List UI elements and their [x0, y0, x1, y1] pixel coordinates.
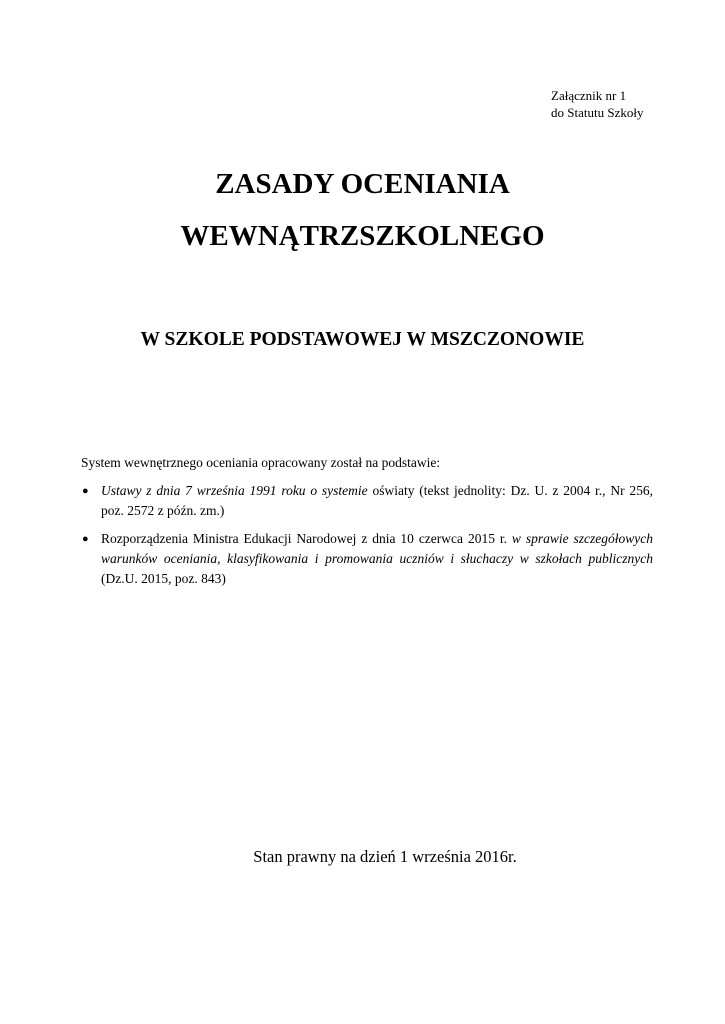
annex-line-1: Załącznik nr 1 [551, 88, 627, 103]
document-title-line-2: WEWNĄTRZSZKOLNEGO [180, 220, 545, 252]
act-title: Ustawy z dnia 7 września 1991 roku o systemie [101, 483, 368, 498]
annex-line-2: do Statutu Szkoły [551, 105, 644, 120]
legal-status-date: Stan prawny na dzień 1 września 2016r. [253, 847, 517, 866]
document-subtitle: W SZKOLE PODSTAWOWEJ W MSZCZONOWIE [140, 329, 585, 350]
regulation-reference: (Dz.U. 2015, poz. 843) [101, 571, 226, 586]
list-item [81, 529, 653, 589]
regulation-intro: Rozporządzenia Ministra Edukacji Narodowej z dnia 10 czerwca 2015 r. [101, 531, 512, 546]
regulation-title: w sprawie szczegółowych warunków oceniania, klasyfikowania i promowania uczniów i słuchaczy w szkołach publicznych [101, 531, 653, 566]
legal-bases-list [81, 481, 653, 597]
document-title-line-1: ZASADY OCENIANIA [215, 168, 510, 200]
bullet-icon: ● [82, 485, 89, 497]
annex-note [551, 87, 643, 121]
act-details: oświaty (tekst jednolity: Dz. U. z 2004 r., Nr 256, poz. 2572 z późn. zm.) [101, 483, 653, 518]
bullet-icon: ● [82, 533, 89, 545]
list-item [81, 481, 653, 521]
intro-text: System wewnętrznego oceniania opracowany został na podstawie: [81, 455, 441, 470]
